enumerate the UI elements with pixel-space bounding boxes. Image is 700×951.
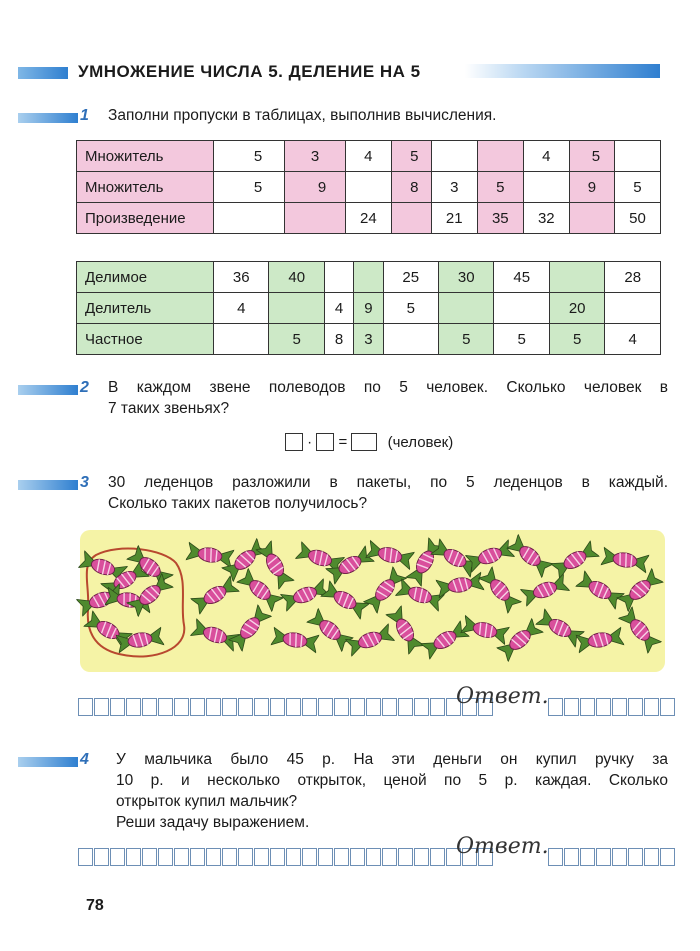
table-cell[interactable] [354, 262, 383, 293]
table-cell[interactable]: 5 [269, 324, 324, 355]
table-cell[interactable]: 50 [614, 203, 660, 234]
answer-cell[interactable] [174, 698, 189, 716]
header-right-bar [465, 64, 660, 78]
answer-cell[interactable] [596, 848, 611, 866]
table-cell[interactable]: 4 [523, 141, 569, 172]
answer-cell[interactable] [548, 698, 563, 716]
answer-cell[interactable] [158, 848, 173, 866]
table-cell[interactable] [614, 141, 660, 172]
task1-number: 1 [80, 107, 89, 124]
table-cell[interactable]: 21 [431, 203, 477, 234]
table-cell[interactable]: 9 [285, 172, 346, 203]
answer-cell[interactable] [254, 698, 269, 716]
answer-cell[interactable] [398, 698, 413, 716]
table-row [77, 141, 661, 172]
answer-cell[interactable] [580, 848, 595, 866]
table-row [77, 293, 661, 324]
answer-box[interactable] [285, 433, 303, 451]
task3-line2: Сколько таких пакетов получилось? [108, 495, 368, 512]
answer-cell[interactable] [270, 848, 285, 866]
row-label: Произведение [77, 203, 214, 234]
answer-cell[interactable] [286, 848, 301, 866]
table-cell[interactable]: 25 [383, 262, 438, 293]
table-cell[interactable]: 4 [214, 293, 269, 324]
task3-bar [18, 480, 78, 490]
table-cell[interactable]: 5 [494, 324, 549, 355]
task1-bar [18, 113, 78, 123]
table-row [77, 172, 661, 203]
answer-cell[interactable] [414, 698, 429, 716]
table-cell[interactable] [494, 293, 549, 324]
answer-cell[interactable] [206, 848, 221, 866]
task4-line3: открыток купил мальчик? [116, 793, 298, 810]
answer-cell[interactable] [430, 848, 445, 866]
table-cell[interactable]: 35 [477, 203, 523, 234]
answer-cell[interactable] [78, 698, 93, 716]
answer-cell[interactable] [158, 698, 173, 716]
table-cell[interactable]: 8 [391, 172, 431, 203]
answer-cell[interactable] [238, 698, 253, 716]
table-cell[interactable]: 5 [439, 324, 494, 355]
table-cell[interactable] [391, 203, 431, 234]
table-cell[interactable] [214, 203, 285, 234]
answer-cell[interactable] [366, 698, 381, 716]
table-cell[interactable]: 24 [345, 203, 391, 234]
table-cell[interactable] [549, 262, 604, 293]
answer-cell[interactable] [94, 848, 109, 866]
table-row [77, 324, 661, 355]
equals-sign: = [338, 433, 348, 451]
answer-cell[interactable] [206, 698, 221, 716]
task4-line4: Реши задачу выражением. [116, 814, 310, 831]
table-cell[interactable] [324, 262, 353, 293]
answer-cell[interactable] [612, 698, 627, 716]
table-row [77, 203, 661, 234]
row-label: Множитель [77, 141, 214, 172]
table-cell[interactable]: 9 [354, 293, 383, 324]
table-cell[interactable] [345, 172, 391, 203]
row-label: Делитель [77, 293, 214, 324]
task4-answer-label: Ответ. [456, 834, 549, 859]
table-cell[interactable] [431, 141, 477, 172]
answer-cell[interactable] [238, 848, 253, 866]
answer-cell[interactable] [110, 848, 125, 866]
answer-cell[interactable] [126, 698, 141, 716]
answer-cell[interactable] [564, 698, 579, 716]
task2-line2: 7 таких звеньях? [108, 400, 230, 417]
table-cell[interactable]: 3 [431, 172, 477, 203]
task4-bar [18, 757, 78, 767]
answer-cell[interactable] [644, 848, 659, 866]
answer-cell[interactable] [222, 698, 237, 716]
table-cell[interactable]: 8 [324, 324, 353, 355]
answer-cell[interactable] [660, 848, 675, 866]
answer-cell[interactable] [190, 698, 205, 716]
table-cell[interactable] [285, 203, 346, 234]
task3-number: 3 [80, 474, 89, 491]
task2-line1: В каждом звене полеводов по 5 человек. Сколько человек в [108, 379, 668, 396]
answer-cell[interactable] [318, 848, 333, 866]
answer-cell[interactable] [596, 698, 611, 716]
answer-cell[interactable] [190, 848, 205, 866]
table-cell[interactable]: 5 [214, 141, 285, 172]
answer-cells-left [78, 698, 494, 716]
answer-cell[interactable] [142, 698, 157, 716]
task2-number: 2 [80, 379, 89, 396]
task2-bar [18, 385, 78, 395]
answer-cell[interactable] [334, 698, 349, 716]
answer-cell[interactable] [398, 848, 413, 866]
table-cell[interactable] [439, 293, 494, 324]
answer-cell[interactable] [366, 848, 381, 866]
table-cell[interactable]: 3 [285, 141, 346, 172]
table-cell[interactable] [269, 293, 324, 324]
task3-line1: 30 леденцов разложили в пакеты, по 5 леденцов в каждый. [108, 474, 668, 491]
page-number: 78 [86, 897, 104, 914]
row-label: Множитель [77, 172, 214, 203]
task4-number: 4 [80, 751, 89, 768]
answer-cell[interactable] [142, 848, 157, 866]
answer-cell[interactable] [110, 698, 125, 716]
answer-cell[interactable] [174, 848, 189, 866]
answer-cell[interactable] [302, 848, 317, 866]
answer-cell[interactable] [382, 848, 397, 866]
task4-line1: У мальчика было 45 р. На эти деньги он купил ручку за [116, 751, 668, 768]
table-cell[interactable] [569, 203, 614, 234]
table-cell[interactable]: 3 [354, 324, 383, 355]
page-header [0, 58, 700, 88]
answer-cell[interactable] [580, 698, 595, 716]
table-cell[interactable]: 20 [549, 293, 604, 324]
answer-cell[interactable] [628, 848, 643, 866]
task4-answer-row [78, 834, 673, 868]
row-label: Делимое [77, 262, 214, 293]
answer-cell[interactable] [78, 848, 93, 866]
table-cell[interactable] [477, 141, 523, 172]
table-cell[interactable]: 45 [494, 262, 549, 293]
table-cell[interactable]: 40 [269, 262, 324, 293]
table-cell[interactable]: 5 [477, 172, 523, 203]
answer-cells-right [548, 848, 676, 866]
answer-cell[interactable] [612, 848, 627, 866]
answer-cell[interactable] [334, 848, 349, 866]
answer-cells-left [78, 848, 494, 866]
task1-text: Заполни пропуски в таблицах, выполнив вычисления. [108, 107, 497, 124]
header-left-bar [18, 67, 68, 79]
unit-label: (человек) [387, 433, 454, 451]
table-cell[interactable]: 30 [439, 262, 494, 293]
answer-cell[interactable] [302, 698, 317, 716]
answer-cell[interactable] [286, 698, 301, 716]
answer-cell[interactable] [382, 698, 397, 716]
table-cell[interactable]: 28 [605, 262, 661, 293]
answer-cell[interactable] [628, 698, 643, 716]
answer-cells-right [548, 698, 676, 716]
division-table [76, 261, 661, 355]
table-cell[interactable]: 4 [605, 324, 661, 355]
answer-box[interactable] [351, 433, 377, 451]
answer-cell[interactable] [548, 848, 563, 866]
table-cell[interactable]: 5 [391, 141, 431, 172]
multiplication-table [76, 140, 661, 234]
answer-box[interactable] [316, 433, 334, 451]
task2-equation [285, 433, 453, 453]
answer-cell[interactable] [660, 698, 675, 716]
table-cell[interactable] [605, 293, 661, 324]
table-cell[interactable]: 36 [214, 262, 269, 293]
answer-cell[interactable] [94, 698, 109, 716]
table-cell[interactable]: 5 [383, 293, 438, 324]
table-cell[interactable]: 5 [214, 172, 285, 203]
page-title: УМНОЖЕНИЕ ЧИСЛА 5. ДЕЛЕНИЕ НА 5 [78, 62, 421, 81]
table-cell[interactable] [523, 172, 569, 203]
row-label: Частное [77, 324, 214, 355]
answer-cell[interactable] [414, 848, 429, 866]
multiply-dot: · [307, 433, 313, 451]
table-cell[interactable]: 32 [523, 203, 569, 234]
task3-answer-label: Ответ. [456, 684, 549, 709]
table-cell[interactable]: 9 [569, 172, 614, 203]
answer-cell[interactable] [350, 698, 365, 716]
answer-cell[interactable] [644, 698, 659, 716]
table-cell[interactable]: 4 [345, 141, 391, 172]
answer-cell[interactable] [564, 848, 579, 866]
answer-cell[interactable] [222, 848, 237, 866]
task3-answer-row [78, 684, 673, 718]
table-row [77, 262, 661, 293]
table-cell[interactable] [383, 324, 438, 355]
task4-line2: 10 р. и несколько открыток, ценой по 5 р. каждая. Сколько [116, 772, 668, 789]
answer-cell[interactable] [430, 698, 445, 716]
table-cell[interactable] [214, 324, 269, 355]
table-cell[interactable]: 5 [569, 141, 614, 172]
table-cell[interactable]: 5 [549, 324, 604, 355]
table-cell[interactable]: 4 [324, 293, 353, 324]
answer-cell[interactable] [350, 848, 365, 866]
answer-cell[interactable] [254, 848, 269, 866]
answer-cell[interactable] [318, 698, 333, 716]
answer-cell[interactable] [126, 848, 141, 866]
table-cell[interactable]: 5 [614, 172, 660, 203]
answer-cell[interactable] [270, 698, 285, 716]
